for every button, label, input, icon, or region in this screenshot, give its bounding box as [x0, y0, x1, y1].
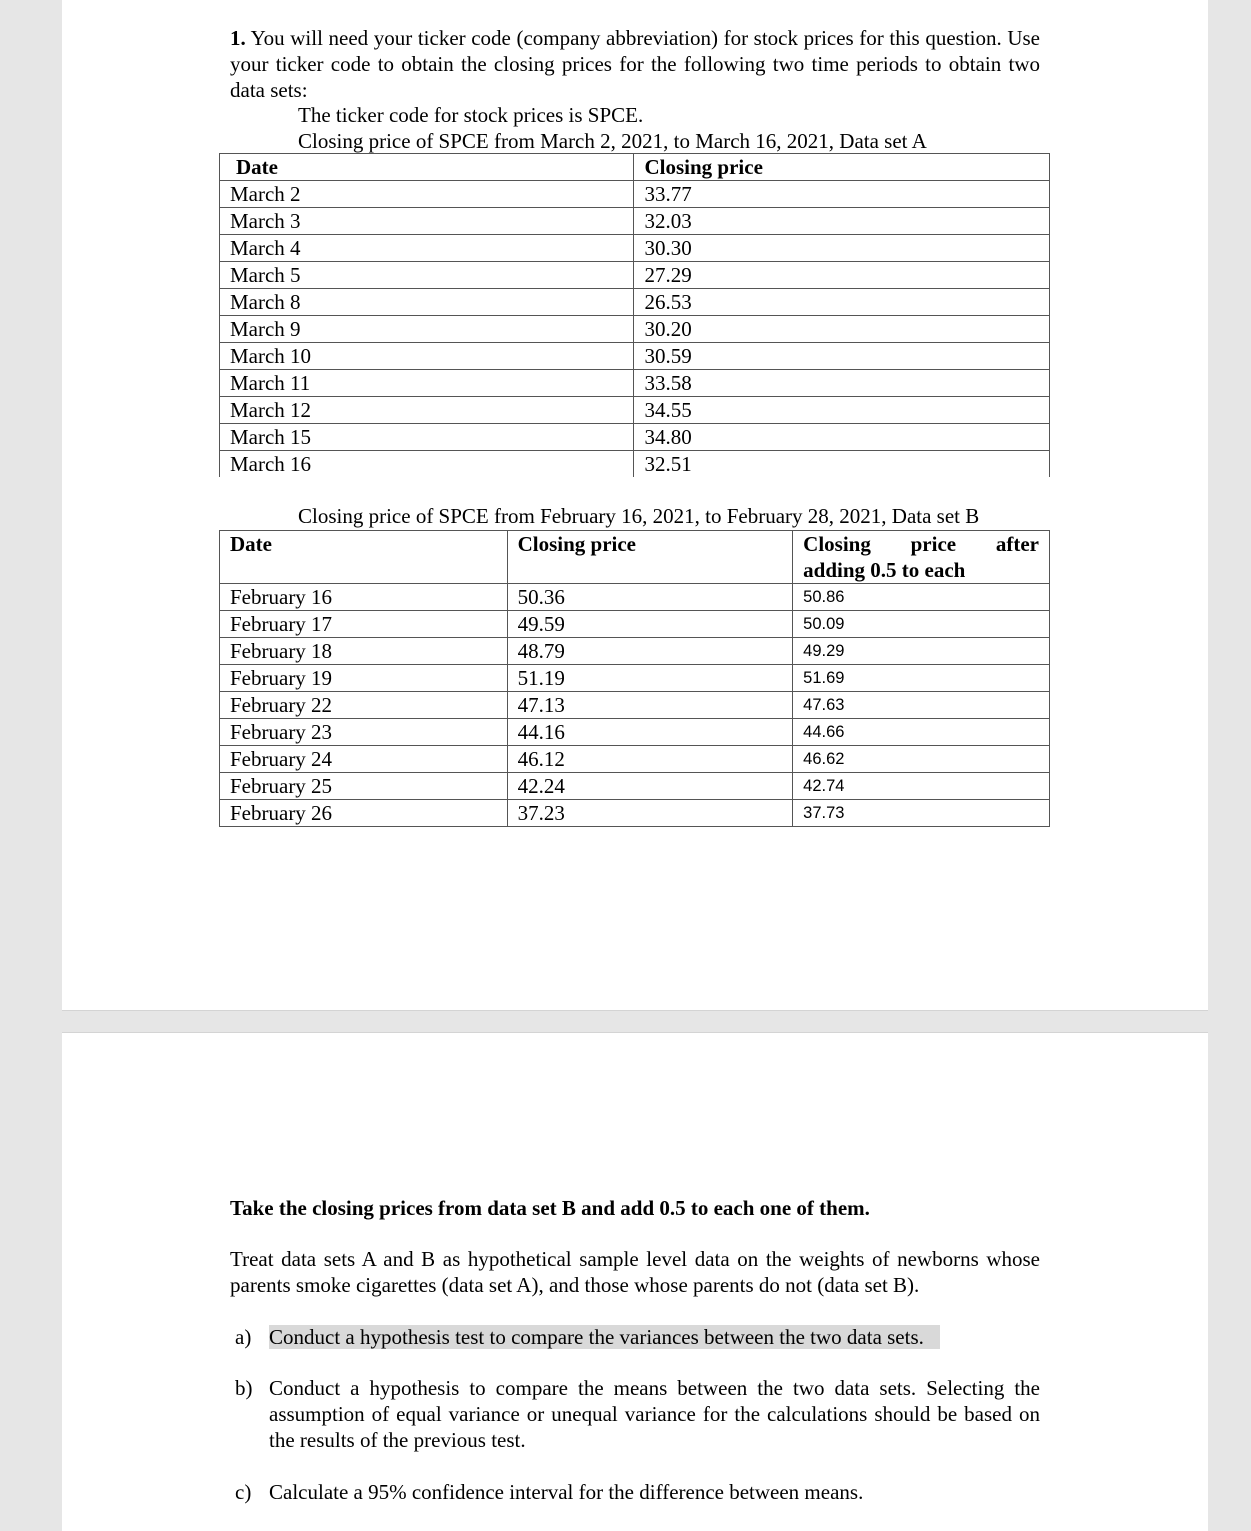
table-a-price: 32.51 [634, 451, 1050, 478]
table-row [220, 235, 1050, 262]
data-set-b-table [219, 530, 1050, 827]
data-set-a-caption: Closing price of SPCE from March 2, 2021, to March 16, 2021, Data set A [298, 129, 927, 153]
question-intro [230, 25, 1040, 103]
table-b-date: February 16 [220, 584, 508, 611]
table-b-date: February 17 [220, 611, 508, 638]
table-row [220, 773, 1050, 800]
table-b-adjusted-price: 42.74 [793, 773, 1050, 800]
document-page-2 [62, 1032, 1208, 1531]
table-b-price: 48.79 [507, 638, 793, 665]
table-header-row [220, 154, 1050, 181]
table-b-price: 51.19 [507, 665, 793, 692]
table-a-price: 30.20 [634, 316, 1050, 343]
table-a-date: March 5 [220, 262, 634, 289]
table-a-date: March 4 [220, 235, 634, 262]
table-row [220, 343, 1050, 370]
table-b-price: 49.59 [507, 611, 793, 638]
table-row [220, 665, 1050, 692]
table-row [220, 316, 1050, 343]
table-row [220, 719, 1050, 746]
table-row [220, 370, 1050, 397]
table-b-adjusted-price: 37.73 [793, 800, 1050, 827]
table-row [220, 611, 1050, 638]
table-a-price: 30.59 [634, 343, 1050, 370]
table-row [220, 181, 1050, 208]
list-text: Conduct a hypothesis to compare the means between the two data sets. Selecting the assumption of equal variance or unequal variance for the calculations should be based on the results of the previous test. [269, 1376, 1040, 1452]
table-b-date: February 24 [220, 746, 508, 773]
table-a-price: 26.53 [634, 289, 1050, 316]
list-label: b) [235, 1376, 253, 1400]
table-row [220, 800, 1050, 827]
table-b-header-adjusted [793, 531, 1050, 584]
table-b-price: 42.24 [507, 773, 793, 800]
table-b-date: February 26 [220, 800, 508, 827]
document-page-1 [62, 0, 1208, 1011]
list-item-c [230, 1479, 1040, 1505]
table-row [220, 638, 1050, 665]
table-b-adjusted-price: 50.86 [793, 584, 1050, 611]
table-a-price: 34.80 [634, 424, 1050, 451]
table-a-price: 27.29 [634, 262, 1050, 289]
table-a-price: 32.03 [634, 208, 1050, 235]
table-header-row [220, 531, 1050, 584]
table-row [220, 397, 1050, 424]
header-word: Closing [803, 532, 871, 556]
table-a-price: 33.77 [634, 181, 1050, 208]
table-row [220, 262, 1050, 289]
table-b-price: 44.16 [507, 719, 793, 746]
table-a-date: March 12 [220, 397, 634, 424]
data-set-b-caption: Closing price of SPCE from February 16, 2021, to February 28, 2021, Data set B [298, 504, 980, 528]
table-a-date: March 10 [220, 343, 634, 370]
table-b-adjusted-price: 44.66 [793, 719, 1050, 746]
table-b-date: February 18 [220, 638, 508, 665]
table-a-date: March 15 [220, 424, 634, 451]
ticker-line: The ticker code for stock prices is SPCE. [298, 103, 644, 127]
table-row [220, 208, 1050, 235]
table-row [220, 424, 1050, 451]
table-b-price: 37.23 [507, 800, 793, 827]
list-label: a) [235, 1325, 252, 1349]
header-word: price [910, 532, 957, 556]
table-b-price: 47.13 [507, 692, 793, 719]
list-item-b [230, 1375, 1040, 1453]
table-b-adjusted-price: 47.63 [793, 692, 1050, 719]
table-row [220, 692, 1050, 719]
list-text: Calculate a 95% confidence interval for the difference between means. [269, 1480, 864, 1504]
table-b-adjusted-price: 51.69 [793, 665, 1050, 692]
table-b-header-date: Date [220, 531, 508, 584]
table-a-price: 34.55 [634, 397, 1050, 424]
table-a-price: 33.58 [634, 370, 1050, 397]
table-b-header-adjusted-line1 [803, 531, 1039, 557]
data-set-a-table [219, 153, 1050, 477]
table-a-date: March 16 [220, 451, 634, 478]
table-row [220, 289, 1050, 316]
table-b-header-adjusted-line2: adding 0.5 to each [803, 558, 966, 582]
table-b-adjusted-price: 50.09 [793, 611, 1050, 638]
list-text-highlighted: Conduct a hypothesis test to compare the variances between the two data sets. [269, 1325, 940, 1349]
table-b-header-price: Closing price [507, 531, 793, 584]
table-row [220, 584, 1050, 611]
table-b-date: February 25 [220, 773, 508, 800]
instruction-bold-line: Take the closing prices from data set B and add 0.5 to each one of them. [230, 1196, 870, 1220]
list-item-a [230, 1324, 1040, 1350]
table-b-date: February 22 [220, 692, 508, 719]
table-a-header-date: Date [220, 154, 634, 181]
table-b-price: 50.36 [507, 584, 793, 611]
table-b-adjusted-price: 46.62 [793, 746, 1050, 773]
table-a-date: March 2 [220, 181, 634, 208]
table-a-date: March 9 [220, 316, 634, 343]
instruction-treat-text: Treat data sets A and B as hypothetical sample level data on the weights of newborns whose parents smoke cigarettes (data set A), and those whose parents do not (data set B). [230, 1247, 1040, 1297]
table-row [220, 746, 1050, 773]
list-label: c) [235, 1480, 252, 1504]
question-number: 1. [230, 26, 246, 50]
table-b-date: February 19 [220, 665, 508, 692]
table-a-date: March 3 [220, 208, 634, 235]
table-b-adjusted-price: 49.29 [793, 638, 1050, 665]
table-b-price: 46.12 [507, 746, 793, 773]
table-a-header-price: Closing price [634, 154, 1050, 181]
table-row [220, 451, 1050, 478]
question-intro-text: You will need your ticker code (company abbreviation) for stock prices for this question. Use your ticker code to obtain the closing prices for the following two time periods to obtain two data sets: [230, 26, 1040, 102]
table-a-date: March 8 [220, 289, 634, 316]
table-b-date: February 23 [220, 719, 508, 746]
table-a-price: 30.30 [634, 235, 1050, 262]
table-a-date: March 11 [220, 370, 634, 397]
header-word: after [995, 532, 1039, 556]
